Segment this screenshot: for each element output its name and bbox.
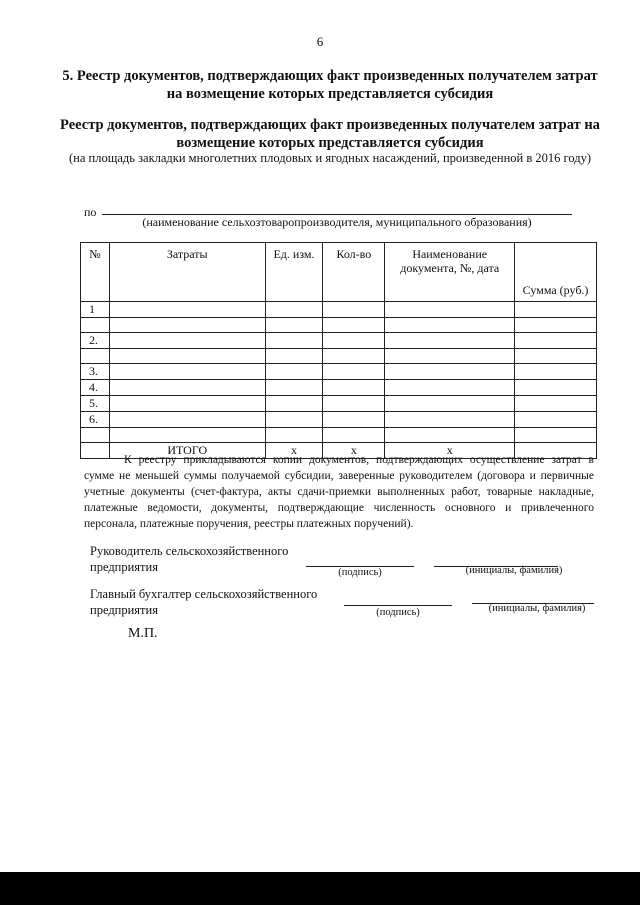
section-title: 5. Реестр документов, подтверждающих факт произведенных получателем затрат на возмещение которых представляется субсидия	[62, 68, 598, 102]
register-table	[80, 242, 597, 459]
head-signature-caption: (подпись)	[338, 567, 382, 578]
header-unit: Ед. изм.	[265, 243, 323, 302]
table-row	[81, 349, 597, 364]
row-number: 2.	[81, 333, 110, 349]
table-row	[81, 302, 597, 318]
accountant-signature-caption: (подпись)	[376, 607, 420, 618]
table-row	[81, 318, 597, 333]
row-number: 6.	[81, 412, 110, 428]
table-row	[81, 380, 597, 396]
table-row	[81, 364, 597, 380]
header-document: Наименование документа, №, дата	[385, 243, 515, 302]
register-subtitle: (на площадь закладки многолетних плодовых и ягодных насаждений, произведенной в 2016 году)	[69, 151, 591, 165]
attachment-note: К реестру прикладываются копии документов, подтверждающих осуществление затрат в сумме не меньшей суммы получаемой субсидии, заверенные руководителем (договора и первичные учетные документы (счет-фактура, акты сдачи-приемки выполненных работ, товарные накладные, платежные ведомости, документы, подтверждающие численность основного и привлеченного персонала, платежные поручения, реестры платежных поручений).	[84, 454, 594, 530]
table-row	[81, 412, 597, 428]
table-row	[81, 396, 597, 412]
row-number: 1	[81, 302, 110, 318]
total-unit: х	[265, 443, 323, 459]
table-row	[81, 428, 597, 443]
header-number: №	[81, 243, 110, 302]
head-initials-caption: (инициалы, фамилия)	[465, 565, 563, 576]
total-document: х	[385, 443, 515, 459]
accountant-signature-line	[344, 605, 452, 606]
header-sum: Сумма (руб.)	[515, 243, 597, 302]
head-signature-label: Руководитель сельскохозяйственного предприятия	[90, 544, 289, 574]
total-quantity: х	[323, 443, 385, 459]
row-number: 4.	[81, 380, 110, 396]
accountant-initials-caption: (инициалы, фамилия)	[488, 603, 586, 614]
table-row	[81, 333, 597, 349]
row-number: 3.	[81, 364, 110, 380]
stamp-place: М.П.	[128, 626, 158, 641]
header-expenses: Затраты	[109, 243, 265, 302]
page-number: 6	[316, 34, 324, 49]
register-title: Реестр документов, подтверждающих факт произведенных получателем затрат на возмещение которых представляется субсидия	[60, 117, 600, 151]
row-number: 5.	[81, 396, 110, 412]
po-caption: (наименование сельхозтоваропроизводителя, муниципального образования)	[142, 215, 532, 229]
total-label: ИТОГО	[109, 443, 265, 459]
scan-bottom-border	[0, 872, 640, 905]
po-label: по	[84, 205, 97, 219]
table-header-row	[81, 243, 597, 302]
accountant-signature-label: Главный бухгалтер сельскохозяйственного предприятия	[90, 587, 318, 617]
header-quantity: Кол-во	[323, 243, 385, 302]
